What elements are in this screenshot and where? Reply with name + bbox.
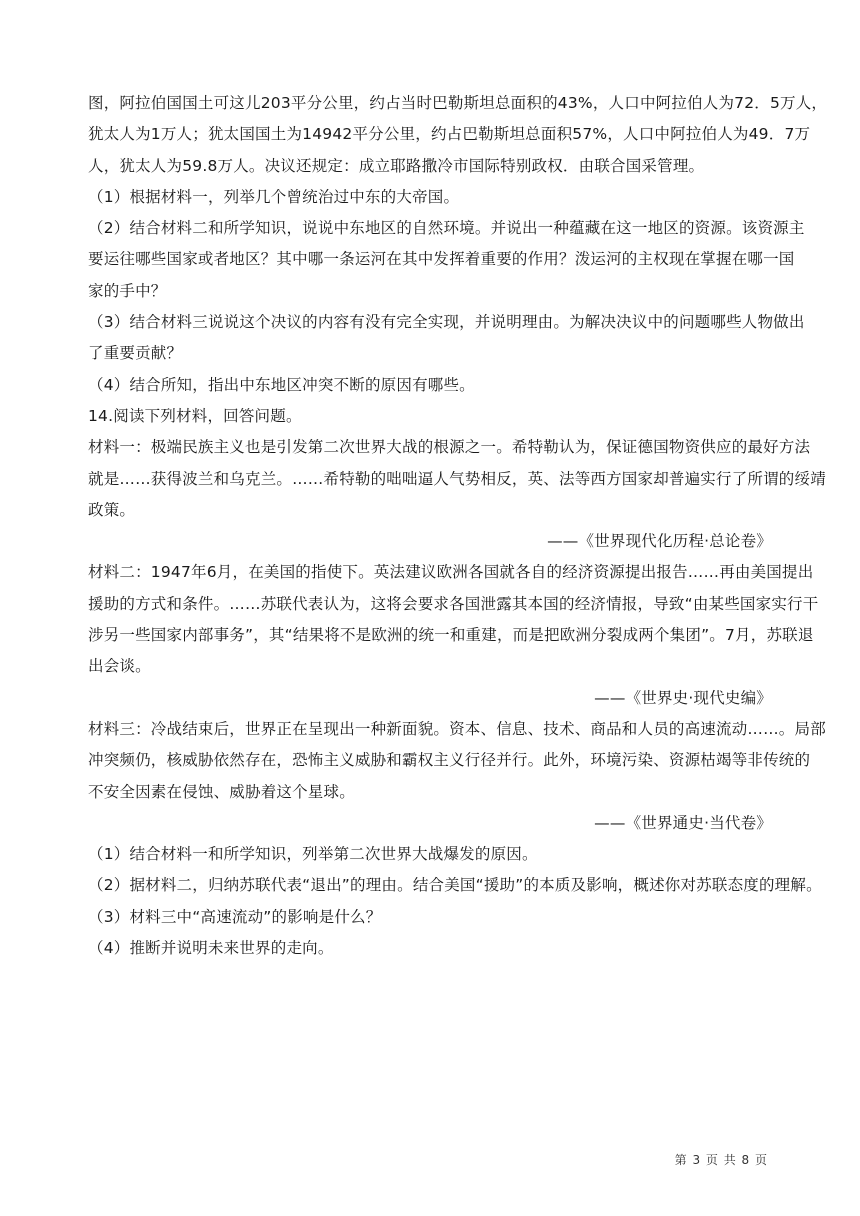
question-item: 了重要贡献？ (88, 344, 183, 363)
question-item: （1）根据材料一，列举几个曾统治过中东的大帝国。 (88, 187, 460, 206)
material-source: ——《世界史·现代史编》 (594, 688, 772, 707)
question-item: （4）结合所知，指出中东地区冲突不断的原因有哪些。 (88, 375, 475, 394)
question-item: 要运往哪些国家或者地区？其中哪一条运河在其中发挥着重要的作用？泼运河的主权现在掌握在哪一国 (88, 250, 795, 269)
question-item: 家的手中？ (88, 281, 167, 300)
material-text: 不安全因素在侵蚀、威胁着这个星球。 (88, 782, 355, 801)
page-number: 第 3 页 共 8 页 (674, 1153, 768, 1167)
question-item: （2）结合材料二和所学知识，说说中东地区的自然环境。并说出一种蕴藏在这一地区的资源。该资源主 (88, 219, 805, 238)
material-text: 材料一：极端民族主义也是引发第二次世界大战的根源之一。希特勒认为，保证德国物资供应的最好方法 (88, 438, 811, 457)
material-text: 援助的方式和条件。……苏联代表认为，这将会要求各国泄露其本国的经济情报，导致“由某些国家实行干 (88, 594, 819, 613)
material-source: ——《世界现代化历程·总论卷》 (547, 532, 772, 551)
text-line: 犹太人为1万人；犹太国国土为14942平分公里，约占巴勒斯坦总面积57%，人口中阿拉伯人为49．7万 (88, 125, 811, 144)
material-text: 就是……获得波兰和乌克兰。……希特勒的咄咄逼人气势相反，英、法等西方国家却普遍实行了所谓的绥靖 (88, 469, 826, 488)
question-item: （2）据材料二，归纳苏联代表“退出”的理由。结合美国“援助”的本质及影响，概述你对苏联态度的理解。 (88, 876, 822, 895)
question-item: （1）结合材料一和所学知识，列举第二次世界大战爆发的原因。 (88, 845, 538, 864)
material-source: ——《世界通史·当代卷》 (594, 813, 772, 832)
question-item: （4）推断并说明未来世界的走向。 (88, 939, 334, 958)
material-text: 出会谈。 (88, 657, 151, 676)
question-heading: 14.阅读下列材料，回答问题。 (88, 406, 302, 425)
material-text: 政策。 (88, 500, 136, 519)
question-item: （3）结合材料三说说这个决议的内容有没有完全实现，并说明理由。为解决决议中的问题哪些人物做出 (88, 313, 805, 332)
material-text: 冲突频仍，核威胁依然存在，恐怖主义威胁和霸权主义行径并行。此外，环境污染、资源枯竭等非传统的 (88, 751, 811, 770)
material-text: 涉另一些国家内部事务”，其“结果将不是欧洲的统一和重建，而是把欧洲分裂成两个集团”。7月，苏联退 (88, 626, 814, 645)
text-line: 图，阿拉伯国国土可这儿203平分公里，约占当时巴勒斯坦总面积的43%，人口中阿拉伯人为72．5万人， (88, 94, 828, 112)
text-line: 人，犹太人为59.8万人。决议还规定：成立耶路撒冷市国际特别政权．由联合国采管理。 (88, 156, 705, 175)
material-text: 材料三：冷战结束后，世界正在呈现出一种新面貌。资本、信息、技术、商品和人员的高速流动……。局部 (88, 719, 826, 738)
question-item: （3）材料三中“高速流动”的影响是什么？ (88, 907, 382, 926)
material-text: 材料二：1947年6月，在美国的指使下。英法建议欧洲各国就各自的经济资源提出报告……再由美国提出 (88, 563, 814, 582)
document-body (88, 88, 828, 964)
